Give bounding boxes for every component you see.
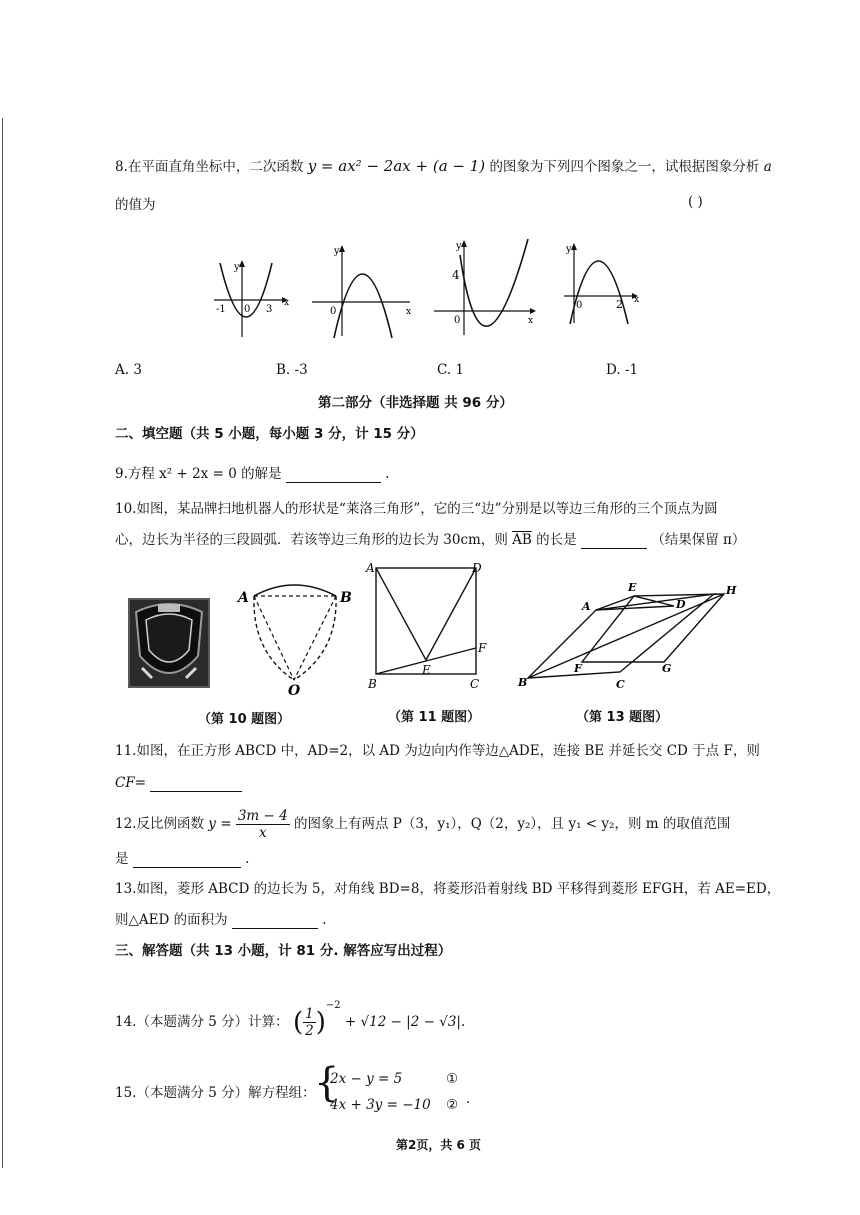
q15-equation-1: 2x − y = 5	[330, 1071, 403, 1087]
q10-line1: 10.如图，某品牌扫地机器人的形状是“莱洛三角形”，它的三“边”分别是以等边三角形的三个顶点为圆	[115, 501, 718, 517]
fig13-label-a: A	[582, 600, 591, 613]
fig11-caption: （第 11 题图）	[388, 710, 481, 725]
graph-a-x-label: x	[284, 298, 290, 308]
q8-text-pre: 8.在平面直角坐标中，二次函数	[115, 159, 304, 175]
q9-text: 9.方程 x² + 2x = 0 的解是	[115, 466, 282, 482]
q12-numerator: 3m − 4	[237, 808, 288, 824]
q8-line1	[115, 157, 772, 176]
graph-b-y-label: y	[334, 246, 340, 257]
q14-text-pre: 14.（本题满分 5 分）计算：	[115, 1014, 289, 1030]
q14-line	[115, 986, 465, 1043]
graph-c-x-label: x	[528, 316, 534, 326]
q10-text-post: （结果保留 π）	[651, 532, 746, 548]
fig10-label-o: O	[288, 683, 301, 697]
q15-marker-2: ②	[446, 1097, 459, 1113]
fig13-label-e: E	[628, 581, 637, 594]
q9-answer-blank[interactable]	[286, 468, 381, 483]
q11-line1: 11.如图，在正方形 ABCD 中，AD=2，以 AD 为边向内作等边△ADE，连接 BE 并延长交 CD 于点 F，则	[115, 743, 760, 759]
q12-line2	[115, 850, 249, 868]
q15-equation-2: 4x + 3y = −10	[330, 1097, 431, 1113]
fig11-label-f: F	[478, 641, 487, 655]
page-edge-line	[2, 118, 3, 1168]
fig11-square-figure	[362, 560, 497, 695]
q15-end: .	[466, 1091, 471, 1107]
q8-line2: 的值为	[115, 197, 156, 213]
graph-b-origin: 0	[330, 306, 337, 317]
graph-d-y-label: y	[566, 244, 572, 255]
q8-graph-b	[308, 240, 418, 340]
q15-brace: {	[314, 1060, 340, 1106]
q10-answer-blank[interactable]	[581, 534, 647, 549]
graph-d-origin: 0	[576, 300, 583, 311]
q13-end: .	[322, 912, 327, 928]
graph-a-origin: 0	[244, 304, 251, 315]
q13-answer-blank[interactable]	[232, 914, 318, 929]
q12-text-pre: 12.反比例函数	[115, 816, 204, 832]
q12-answer-blank[interactable]	[133, 853, 241, 868]
q12-text-line2: 是	[115, 851, 129, 867]
fig10-caption: （第 10 题图）	[198, 712, 291, 727]
graph-a-tick-3: 3	[266, 304, 273, 315]
q12-text-post: 的图象上有两点 P（3，y₁），Q（2，y₂），且 y₁ < y₂，则 m 的取值范围	[293, 816, 731, 832]
fig10-robot-photo	[128, 598, 210, 688]
q14-paren-close: )	[315, 1007, 326, 1038]
fig13-label-b: B	[518, 676, 528, 689]
graph-c-y-label: y	[456, 241, 462, 252]
q14-fraction	[303, 1006, 316, 1039]
q13-line1: 13.如图，菱形 ABCD 的边长为 5，对角线 BD=8，将菱形沿着射线 BD 平移得到菱形 EFGH，若 AE=ED，	[115, 881, 781, 897]
q8-option-b: B. -3	[276, 362, 308, 378]
q10-text-pre: 心，边长为半径的三段圆弧．若该等边三角形的边长为 30cm，则	[115, 532, 508, 548]
q12-denominator: x	[258, 825, 267, 841]
fig10-label-b: B	[340, 590, 352, 606]
graph-d-x-label: x	[634, 295, 640, 305]
q8-text-post: 的图象为下列四个图象之一，试根据图象分析	[489, 159, 760, 175]
fig10-label-a: A	[238, 590, 249, 606]
graph-b-x-label: x	[406, 307, 412, 317]
q13-line2	[115, 911, 327, 929]
fig11-label-e: E	[422, 663, 431, 677]
graph-a-y-label: y	[234, 262, 240, 273]
q14-expression-rest: + √12 − |2 − √3|.	[344, 1014, 466, 1030]
fig11-label-b: B	[368, 677, 377, 691]
q8-answer-bracket: ( )	[688, 194, 703, 210]
fig11-label-c: C	[470, 677, 480, 691]
fig13-label-d: D	[676, 598, 686, 611]
q10-line2	[115, 531, 745, 549]
q11-answer-blank[interactable]	[150, 777, 242, 792]
section-solution-problems: 三、解答题（共 13 小题，计 81 分. 解答应写出过程）	[115, 943, 452, 959]
q10-arc-ab: $\overline{AB}$	[512, 532, 532, 548]
q8-var-a: a	[763, 159, 772, 175]
q15-text-pre: 15.（本题满分 5 分）解方程组：	[115, 1085, 316, 1101]
q11-cf-label: CF=	[115, 775, 147, 791]
page-footer: 第2页，共 6 页	[396, 1138, 482, 1152]
fig11-label-d: D	[472, 561, 482, 575]
q8-graph-c	[430, 235, 542, 340]
q13-text-line2: 则△AED 的面积为	[115, 912, 228, 928]
fig13-label-f: F	[574, 662, 582, 675]
fig13-rhombus-figure	[514, 580, 740, 695]
q14-exponent: −2	[325, 1000, 341, 1011]
fig13-label-h: H	[726, 584, 737, 597]
fig13-caption: （第 13 题图）	[576, 710, 669, 725]
q8-option-c: C. 1	[437, 362, 465, 378]
fig10-reuleaux-triangle	[236, 582, 356, 697]
section-fill-in-blank: 二、填空题（共 5 小题，每小题 3 分，计 15 分）	[115, 426, 424, 442]
q10-text-mid: 的长是	[536, 532, 577, 548]
q8-option-a: A. 3	[115, 362, 142, 378]
graph-d-tick-2: 2	[616, 298, 623, 311]
q12-y-eq: y =	[208, 816, 232, 832]
q15-marker-1: ①	[446, 1071, 459, 1087]
q12-fraction	[236, 808, 290, 841]
graph-c-tick-4: 4	[452, 268, 460, 282]
q14-denominator: 2	[305, 1023, 314, 1039]
graph-a-tick-neg1: -1	[216, 304, 226, 315]
fig13-label-g: G	[662, 662, 672, 675]
fig13-label-c: C	[616, 678, 625, 691]
q11-line2	[115, 774, 242, 792]
q14-numerator: 1	[305, 1006, 314, 1022]
q12-end: .	[245, 851, 250, 867]
q8-graph-a	[210, 255, 295, 340]
fig11-label-a: A	[366, 561, 375, 575]
q12-line1	[115, 806, 730, 842]
q8-graph-d	[560, 238, 645, 328]
q9-end: .	[385, 466, 390, 482]
q8-option-d: D. -1	[606, 362, 639, 378]
part2-title: 第二部分（非选择题 共 96 分）	[318, 395, 513, 411]
q9-line	[115, 465, 389, 483]
q14-paren-open: (	[292, 1007, 304, 1038]
graph-c-origin: 0	[454, 315, 461, 326]
q8-formula: y = ax² − 2ax + (a − 1)	[307, 157, 486, 175]
